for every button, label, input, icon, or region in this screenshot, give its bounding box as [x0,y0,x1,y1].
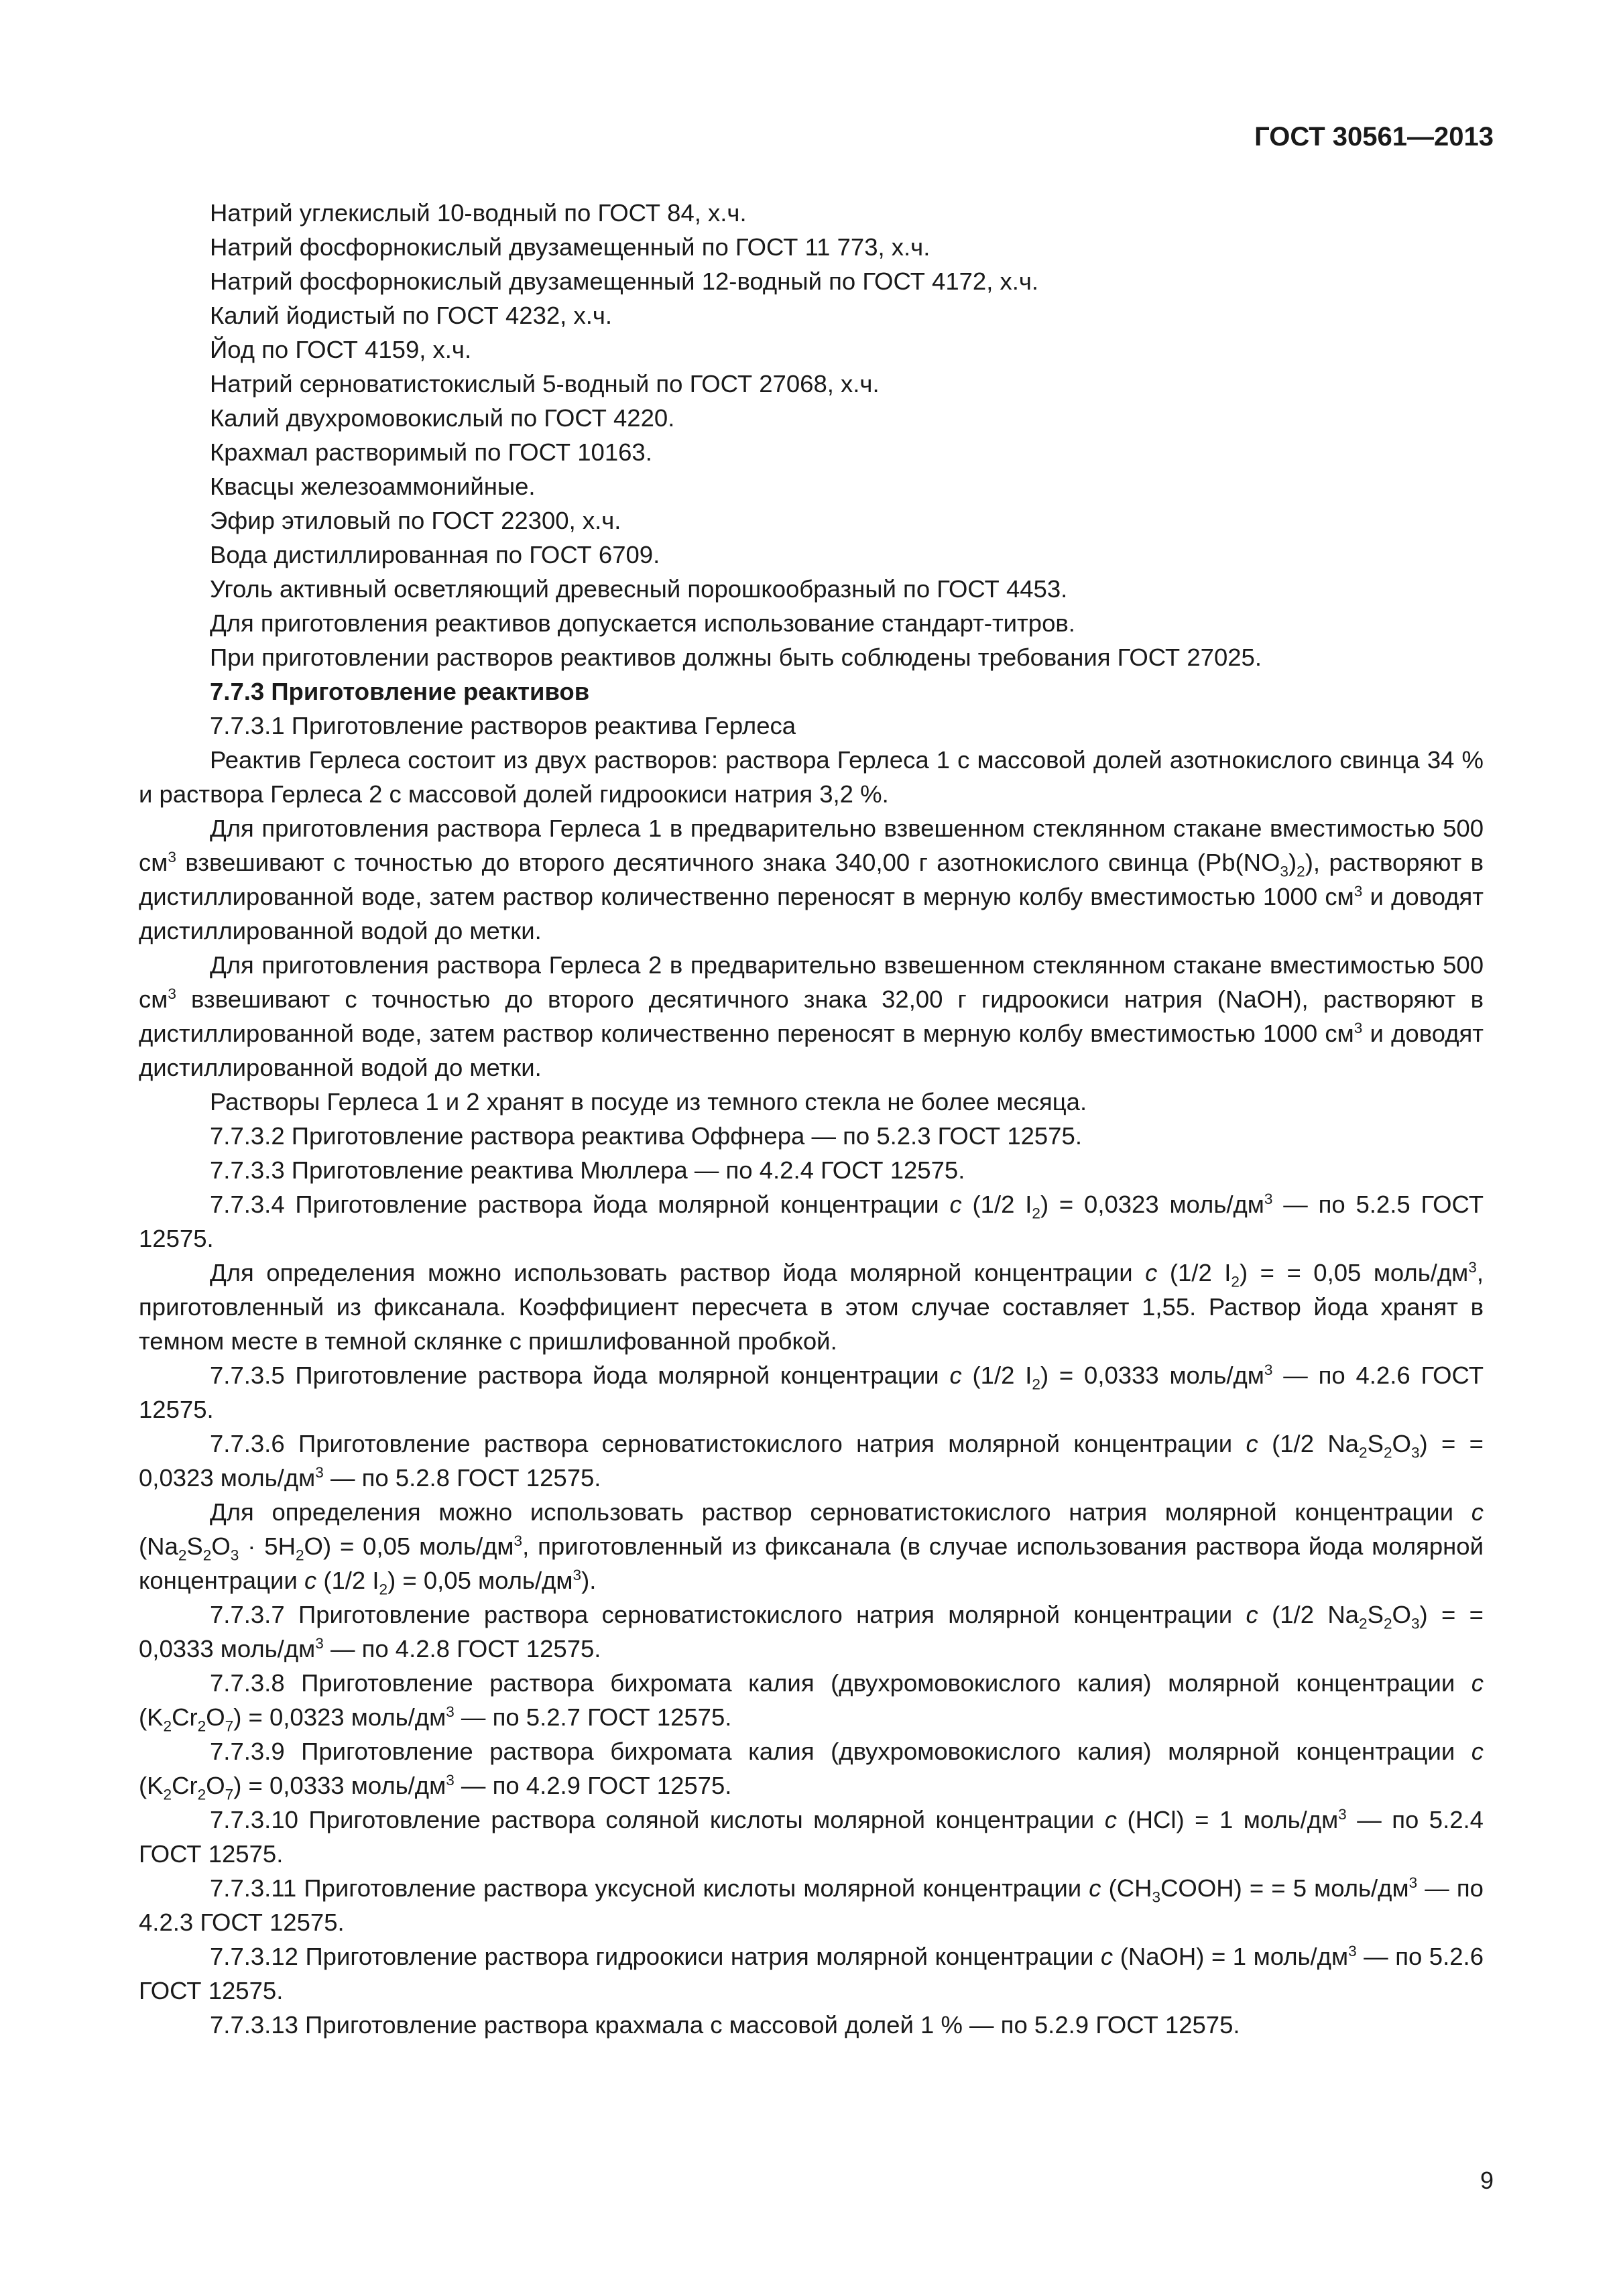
paragraph [139,1666,1484,1734]
text-run: ), растворяют в дистиллированной воде, затем раствор количественно переносят в мерную колбу вместимостью 1000 см [139,849,1484,910]
text-run: и доводят дистиллированной водой до метки. [139,883,1484,945]
text-run: , приготовленный из фиксанала (в случае использования раствора йода молярной концентрации [139,1532,1484,1594]
text-run: ) = 0,0333 моль/дм [1040,1362,1264,1389]
paragraph: При приготовлении растворов реактивов должны быть соблюдены требования ГОСТ 27025. [210,644,1262,671]
text-run: c [1104,1806,1118,1833]
paragraph: Натрий углекислый 10-водный по ГОСТ 84, х.ч. [210,199,747,227]
paragraph: Квасцы железоаммонийные. [210,473,536,500]
text-run: c [1471,1738,1484,1765]
paragraph [139,1427,1484,1495]
superscript: 3 [315,1634,324,1652]
paragraph: Растворы Герлеса 1 и 2 хранят в посуде из темного стекла не более месяца. [210,1088,1087,1115]
text-run: O [206,1772,225,1799]
text-run: (HCl) = 1 моль/дм [1117,1806,1339,1833]
paragraph [139,1803,1484,1871]
text-run: O [1392,1601,1411,1628]
subscript: 2 [1231,1273,1240,1290]
text-run: ) = = 0,05 моль/дм [1239,1259,1469,1286]
subscript: 2 [163,1786,172,1803]
document-body [139,196,1484,2042]
text-run: ) = = 0,0323 моль/дм [139,1430,1484,1492]
text-run: (K [139,1772,164,1799]
subscript: 3 [1410,1444,1420,1461]
text-run: — по 4.2.9 ГОСТ 12575. [454,1772,732,1799]
subscript: 2 [202,1547,212,1564]
subscript: 3 [230,1547,239,1564]
paragraph: Крахмал растворимый по ГОСТ 10163. [210,438,652,466]
text-run: ) = 0,05 моль/дм [387,1567,573,1594]
text-run: 7.7.3.7 Приготовление раствора серноватистокислого натрия молярной концентрации [210,1601,1246,1628]
subscript: 2 [178,1547,187,1564]
paragraph: 7.7.3.3 Приготовление реактива Мюллера — по 4.2.4 ГОСТ 12575. [210,1156,965,1184]
text-run: взвешивают с точностью до второго десятичного знака 340,00 г азотнокислого свинца (Pb(NO [176,849,1280,876]
subscript: 2 [197,1786,206,1803]
text-run: и доводят дистиллированной водой до метки. [139,1020,1484,1081]
text-run: c [304,1567,317,1594]
text-run: Для определения можно использовать раствор йода молярной концентрации [210,1259,1146,1286]
text-run: Для приготовления раствора Герлеса 1 в предварительно взвешенном стеклянном стакане вместимостью 500 см [139,814,1484,876]
text-run: (1/2 I [961,1362,1032,1389]
paragraph [139,1597,1484,1666]
text-run: COOH) = = 5 моль/дм [1160,1874,1409,1902]
paragraph [139,948,1484,1085]
text-run: 7.7.3.4 Приготовление раствора йода молярной концентрации [210,1191,950,1218]
superscript: 3 [1264,1190,1273,1207]
paragraph: Натрий фосфорнокислый двузамещенный 12-водный по ГОСТ 4172, х.ч. [210,267,1039,295]
subscript: 2 [1032,1376,1040,1393]
section-heading: 7.7.3 Приготовление реактивов [210,678,590,705]
text-run: c [1246,1601,1258,1628]
text-run: (K [139,1703,164,1731]
text-run: c [1100,1943,1114,1970]
subscript: 2 [1358,1615,1368,1632]
paragraph: Вода дистиллированная по ГОСТ 6709. [210,541,660,568]
text-run: , приготовленный из фиксанала. Коэффициент пересчета в этом случае составляет 1,55. Раствор йода хранят в темном месте в темной склянке с пришлифованной пробкой. [139,1259,1484,1355]
text-run: 7.7.3.6 Приготовление раствора серноватистокислого натрия молярной концентрации [210,1430,1246,1457]
paragraph: Калий двухромовокислый по ГОСТ 4220. [210,404,675,432]
text-run: 7.7.3.12 Приготовление раствора гидроокиси натрия молярной концентрации [210,1943,1101,1970]
paragraph [139,1495,1484,1597]
text-run: — по 5.2.6 ГОСТ 12575. [139,1943,1484,2004]
text-run: · 5H [239,1532,296,1560]
text-run: (Na [139,1532,178,1560]
text-run: ) = 0,0323 моль/дм [1040,1191,1264,1218]
subscript: 2 [1297,863,1305,880]
page-number: 9 [1480,2167,1494,2194]
superscript: 3 [315,1463,324,1481]
text-run: c [949,1191,962,1218]
text-run: Cr [172,1772,198,1799]
text-run: 7.7.3.9 Приготовление раствора бихромата калия (двухромовокислого калия) молярной концентрации [210,1738,1471,1765]
text-run: (NaOH) = 1 моль/дм [1113,1943,1349,1970]
superscript: 3 [168,848,176,865]
paragraph [139,811,1484,948]
text-run: — по 4.2.6 ГОСТ 12575. [139,1362,1484,1423]
text-run: 7.7.3.5 Приготовление раствора йода молярной концентрации [210,1362,950,1389]
paragraph: Реактив Герлеса состоит из двух растворов: раствора Герлеса 1 с массовой долей азотнокислого свинца 34 % и раствора Герлеса 2 с массовой долей гидроокиси натрия 3,2 %. [139,746,1484,808]
text-run: c [1246,1430,1258,1457]
text-run: Cr [172,1703,198,1731]
text-run: O [211,1532,231,1560]
paragraph [139,1871,1484,1939]
text-run: 7.7.3.10 Приготовление раствора соляной кислоты молярной концентрации [210,1806,1105,1833]
text-run: O [1392,1430,1411,1457]
paragraph [139,1256,1484,1358]
text-run: ) = 0,0333 моль/дм [233,1772,446,1799]
text-run: 7.7.3.8 Приготовление раствора бихромата калия (двухромовокислого калия) молярной концентрации [210,1669,1471,1697]
subscript: 2 [163,1717,172,1735]
subscript: 2 [1032,1205,1040,1222]
superscript: 3 [1354,882,1363,900]
paragraph: Эфир этиловый по ГОСТ 22300, х.ч. [210,507,621,534]
text-run: Для приготовления раствора Герлеса 2 в предварительно взвешенном стеклянном стакане вместимостью 500 см [139,951,1484,1013]
subscript: 3 [1410,1615,1420,1632]
text-run: c [1145,1259,1158,1286]
superscript: 3 [168,985,176,1002]
superscript: 3 [573,1566,582,1583]
text-run: ) = 0,0323 моль/дм [233,1703,446,1731]
superscript: 3 [446,1703,455,1720]
text-run: O [206,1703,225,1731]
text-run: (1/2 I [316,1567,379,1594]
text-run: (1/2 I [961,1191,1032,1218]
paragraph [139,1734,1484,1803]
superscript: 3 [1408,1874,1418,1891]
paragraph: Натрий серноватистокислый 5-водный по ГОСТ 27068, х.ч. [210,370,880,398]
text-run: S [186,1532,203,1560]
paragraph: Натрий фосфорнокислый двузамещенный по ГОСТ 11 773, х.ч. [210,233,930,261]
paragraph: Уголь активный осветляющий древесный порошкообразный по ГОСТ 4453. [210,575,1068,603]
text-run: c [1471,1498,1484,1526]
paragraph: 7.7.3.1 Приготовление растворов реактива Герлеса [210,712,796,739]
text-run: ) = = 0,0333 моль/дм [139,1601,1484,1663]
text-run: ). [581,1567,597,1594]
paragraph: 7.7.3.2 Приготовление раствора реактива Оффнера — по 5.2.3 ГОСТ 12575. [210,1122,1082,1150]
text-run: взвешивают с точностью до второго десятичного знака 32,00 г гидроокиси натрия (NaOH), растворяют в дистиллированной воде, затем раствор количественно переносят в мерную колбу вместимостью 1000 см [139,985,1484,1047]
subscript: 2 [295,1547,304,1564]
subscript: 3 [1280,863,1289,880]
text-run: (CH [1101,1874,1152,1902]
paragraph: Для приготовления реактивов допускается использование стандарт-титров. [210,609,1075,637]
superscript: 3 [1264,1361,1273,1378]
document-header: ГОСТ 30561—2013 [1254,122,1494,152]
subscript: 2 [1383,1444,1392,1461]
text-run: — по 5.2.4 ГОСТ 12575. [139,1806,1484,1868]
subscript: 2 [1358,1444,1368,1461]
text-run: — по 5.2.8 ГОСТ 12575. [323,1464,601,1492]
text-run: — по 4.2.8 ГОСТ 12575. [323,1635,601,1663]
text-run: ) [1288,849,1297,876]
subscript: 2 [1383,1615,1392,1632]
superscript: 3 [1354,1019,1363,1036]
superscript: 3 [1338,1805,1347,1823]
paragraph: 7.7.3.13 Приготовление раствора крахмала с массовой долей 1 % — по 5.2.9 ГОСТ 12575. [210,2011,1240,2039]
text-run: 7.7.3.11 Приготовление раствора уксусной кислоты молярной концентрации [210,1874,1089,1902]
text-run: — по 4.2.3 ГОСТ 12575. [139,1874,1484,1936]
superscript: 3 [446,1771,455,1789]
text-run: — по 5.2.5 ГОСТ 12575. [139,1191,1484,1252]
superscript: 3 [1348,1942,1357,1959]
text-run: O) = 0,05 моль/дм [304,1532,514,1560]
text-run: (1/2 I [1157,1259,1231,1286]
text-run: c [1089,1874,1101,1902]
text-run: (1/2 Na [1258,1601,1359,1628]
text-run: c [1471,1669,1484,1697]
paragraph [139,1187,1484,1256]
paragraph: Йод по ГОСТ 4159, х.ч. [210,336,472,363]
text-run: c [949,1362,962,1389]
subscript: 7 [225,1786,234,1803]
text-run: Для определения можно использовать раствор серноватистокислого натрия молярной концентрации [210,1498,1471,1526]
superscript: 3 [1468,1258,1477,1276]
text-run: S [1367,1430,1384,1457]
subscript: 2 [379,1581,388,1598]
paragraph [139,1358,1484,1427]
superscript: 3 [514,1532,523,1549]
text-run: — по 5.2.7 ГОСТ 12575. [454,1703,732,1731]
text-run: S [1367,1601,1384,1628]
subscript: 3 [1152,1888,1161,1906]
subscript: 7 [225,1717,234,1735]
subscript: 2 [197,1717,206,1735]
text-run: (1/2 Na [1258,1430,1359,1457]
paragraph [139,1939,1484,2008]
paragraph: Калий йодистый по ГОСТ 4232, х.ч. [210,302,613,329]
